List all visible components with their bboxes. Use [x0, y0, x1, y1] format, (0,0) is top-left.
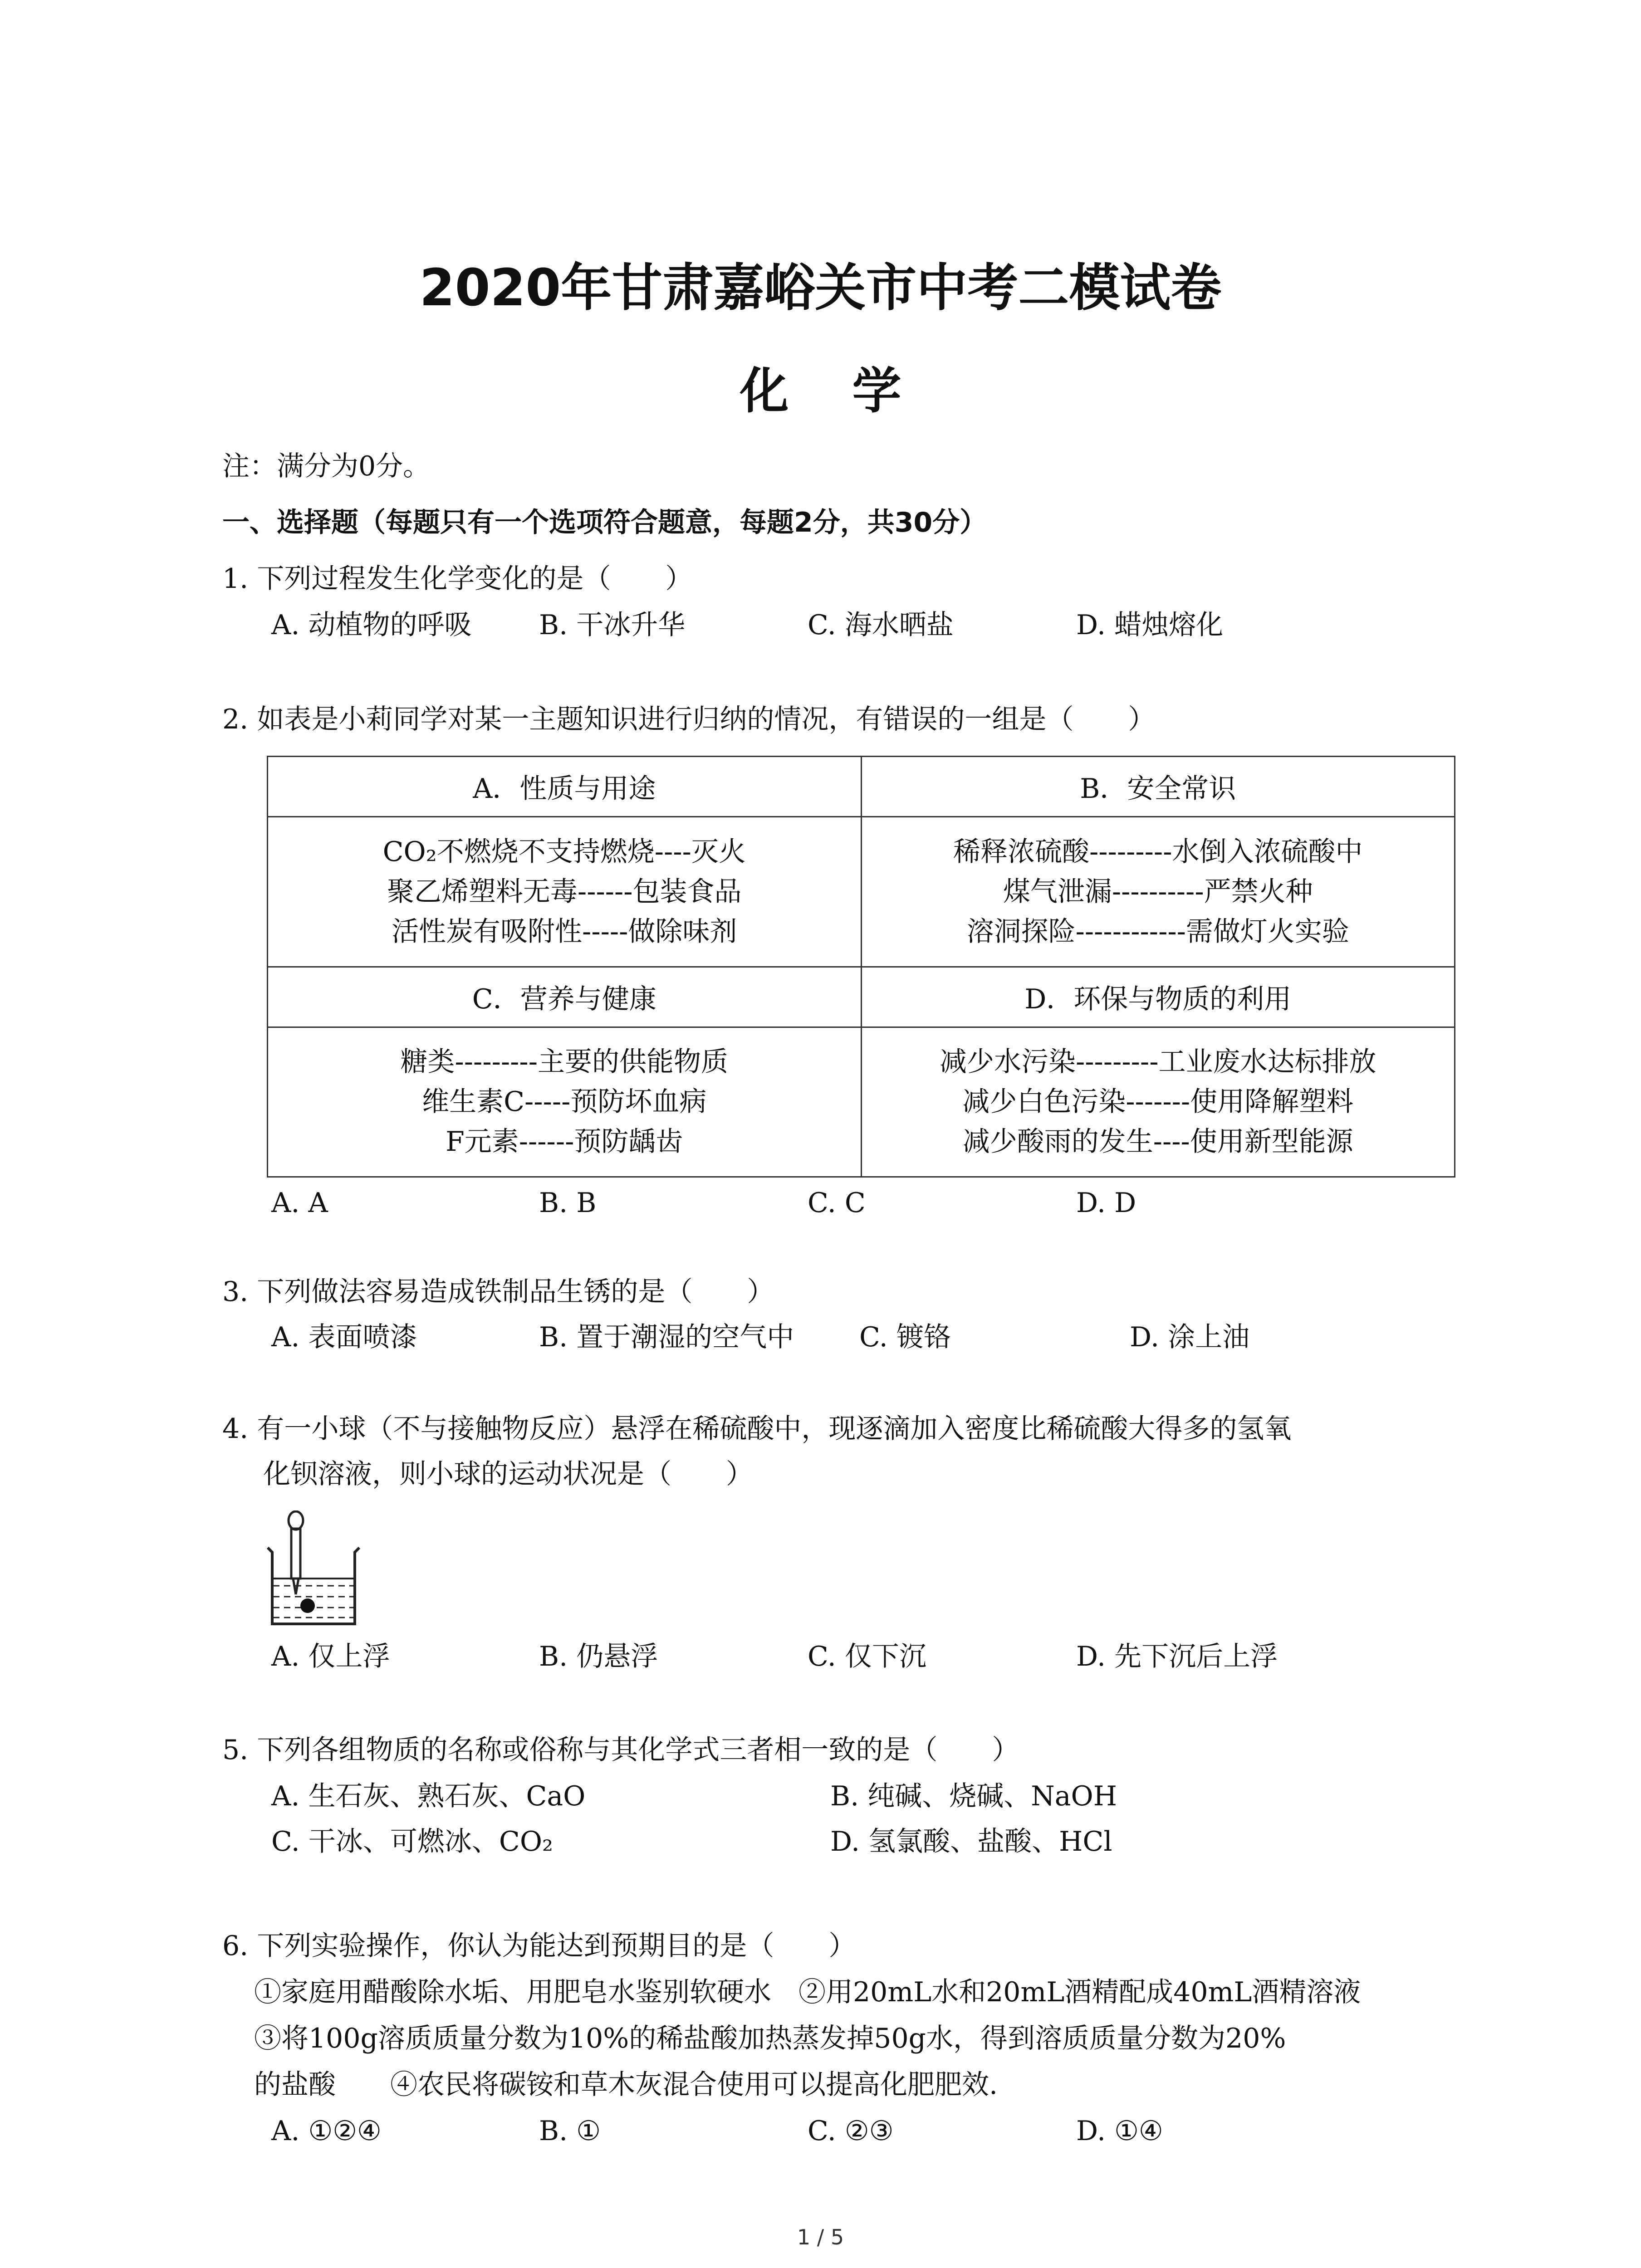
question-4-stem-line-2: 化钡溶液，则小球的运动状况是（ ） — [263, 1458, 753, 1490]
table-b-line-3: 溶洞探险------------需做灯火实验 — [966, 915, 1349, 948]
question-4-option-b: B. 仍悬浮 — [539, 1641, 658, 1672]
question-3-option-c: C. 镀铬 — [859, 1321, 951, 1353]
question-2-option-a: A. A — [271, 1187, 328, 1219]
question-6-option-c: C. ②③ — [808, 2115, 894, 2147]
subject-title: 化学 — [740, 363, 965, 420]
question-6-stem-line-3: ③将100g溶质质量分数为10%的稀盐酸加热蒸发掉50g水，得到溶质质量分数为20% — [254, 2023, 1286, 2054]
table-b-line-1: 稀释浓硫酸---------水倒入浓硫酸中 — [953, 836, 1363, 868]
question-1-option-d: D. 蜡烛熔化 — [1076, 609, 1224, 641]
note-text: 注：满分为0分。 — [222, 450, 431, 482]
question-1-option-c: C. 海水晒盐 — [808, 609, 954, 641]
question-2-stem: 2. 如表是小莉同学对某一主题知识进行归纳的情况，有错误的一组是（ ） — [222, 704, 1156, 735]
question-1-stem: 1. 下列过程发生化学变化的是（ ） — [222, 563, 693, 595]
table-head-b: B．安全常识 — [861, 757, 1455, 817]
question-5-option-b: B. 纯碱、烧碱、NaOH — [830, 1780, 1117, 1812]
table-head-a: A．性质与用途 — [268, 757, 862, 817]
table-cell-d — [861, 1027, 1455, 1177]
question-1-option-b: B. 干冰升华 — [539, 609, 686, 641]
table-a-line-1: CO₂不燃烧不支持燃烧----灭火 — [382, 836, 746, 868]
table-b-line-2: 煤气泄漏----------严禁火种 — [1003, 875, 1313, 908]
question-3-option-a: A. 表面喷漆 — [271, 1321, 417, 1353]
question-6-stem-line-4: 的盐酸 ④农民将碳铵和草木灰混合使用可以提高化肥肥效. — [254, 2069, 998, 2101]
table-c-line-3: F元素------预防龋齿 — [446, 1126, 683, 1158]
question-3-option-b: B. 置于潮湿的空气中 — [539, 1321, 794, 1353]
table-d-line-1: 减少水污染---------工业废水达标排放 — [940, 1046, 1376, 1078]
table-d-line-2: 减少白色污染-------使用降解塑料 — [962, 1086, 1354, 1118]
table-a-line-3: 活性炭有吸附性-----做除味剂 — [392, 915, 737, 948]
table-head-d: D．环保与物质的利用 — [861, 967, 1455, 1027]
question-3-option-d: D. 涂上油 — [1130, 1321, 1250, 1353]
table-cell-c — [268, 1027, 862, 1177]
question-2-option-d: D. D — [1076, 1187, 1136, 1219]
question-6-option-d: D. ①④ — [1076, 2115, 1163, 2147]
table-c-line-2: 维生素C-----预防坏血病 — [422, 1086, 707, 1118]
section-heading: 一、选择题（每题只有一个选项符合题意，每题2分，共30分） — [222, 507, 987, 538]
question-6-stem-line-2: ①家庭用醋酸除水垢、用肥皂水鉴别软硬水 ②用20mL水和20mL酒精配成40mL酒精溶液 — [254, 1976, 1361, 2008]
question-5-stem: 5. 下列各组物质的名称或俗称与其化学式三者相一致的是（ ） — [222, 1734, 1019, 1766]
table-cell-a — [268, 817, 862, 967]
question-6-option-b: B. ① — [539, 2115, 601, 2147]
question-6-option-a: A. ①②④ — [271, 2115, 382, 2147]
question-4-option-c: C. 仅下沉 — [808, 1641, 926, 1672]
question-1-option-a: A. 动植物的呼吸 — [271, 609, 472, 641]
page-number: 1 / 5 — [797, 2225, 844, 2249]
question-4-option-d: D. 先下沉后上浮 — [1076, 1641, 1278, 1672]
question-5-option-c: C. 干冰、可燃冰、CO₂ — [271, 1826, 554, 1857]
question-4-option-a: A. 仅上浮 — [271, 1641, 390, 1672]
knowledge-table — [267, 756, 1455, 1178]
table-c-line-1: 糖类---------主要的供能物质 — [400, 1046, 728, 1078]
page-title: 2020年甘肃嘉峪关市中考二模试卷 — [419, 259, 1222, 318]
question-4-stem-line-1: 4. 有一小球（不与接触物反应）悬浮在稀硫酸中，现逐滴加入密度比稀硫酸大得多的氢氧 — [222, 1413, 1292, 1445]
question-2-option-b: B. B — [539, 1187, 597, 1219]
question-5-option-a: A. 生石灰、熟石灰、CaO — [271, 1780, 586, 1812]
question-6-stem-line-1: 6. 下列实验操作，你认为能达到预期目的是（ ） — [222, 1930, 856, 1962]
table-cell-b — [861, 817, 1455, 967]
table-head-c: C．营养与健康 — [268, 967, 862, 1027]
question-2-option-c: C. C — [808, 1187, 866, 1219]
question-5-option-d: D. 氢氯酸、盐酸、HCl — [830, 1826, 1112, 1857]
table-d-line-3: 减少酸雨的发生----使用新型能源 — [962, 1126, 1353, 1158]
table-a-line-2: 聚乙烯塑料无毒------包装食品 — [387, 875, 742, 908]
beaker-dropper-icon — [266, 1510, 366, 1628]
question-3-stem: 3. 下列做法容易造成铁制品生锈的是（ ） — [222, 1276, 774, 1308]
